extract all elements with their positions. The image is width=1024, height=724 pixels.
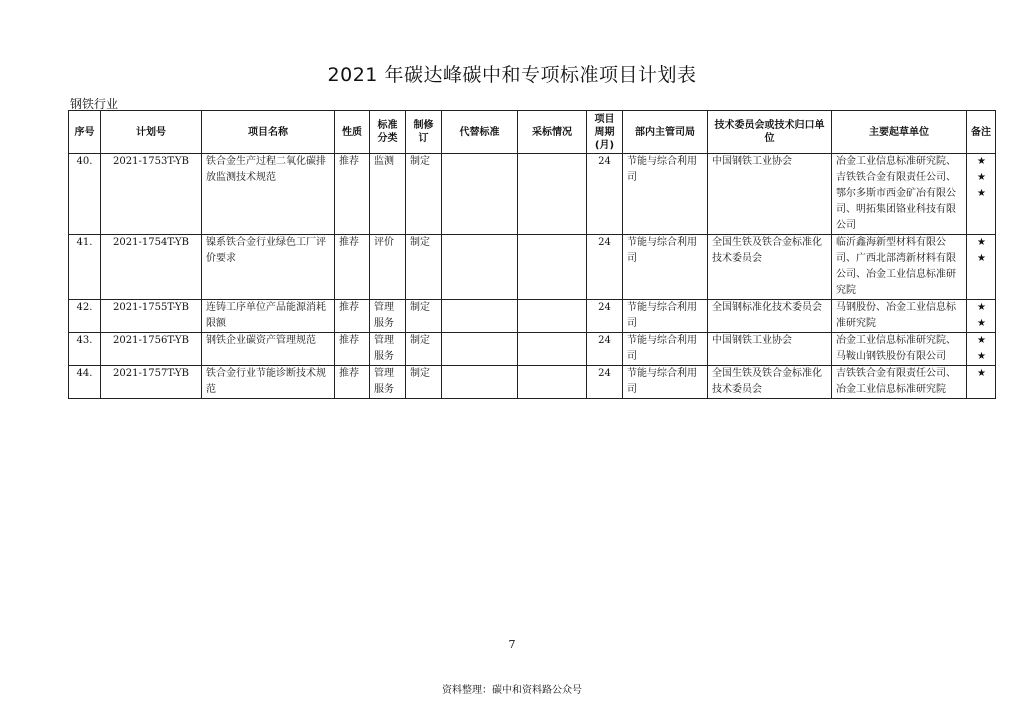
table-row [69,235,996,300]
cell-nature: 推荐 [335,366,370,399]
cell-committee: 中国钢铁工业协会 [708,154,832,235]
cell-plan-no: 2021-1755T-YB [101,300,202,333]
header-drafter: 主要起草单位 [832,111,967,154]
table-row [69,154,996,235]
cell-std-type: 管理服务 [370,366,406,399]
cell-period: 24 [587,366,623,399]
standards-table [68,110,996,399]
header-replace: 代替标准 [442,111,518,154]
cell-drafter: 临沂鑫海新型材料有限公司、广西北部湾新材料有限公司、冶金工业信息标准研究院 [832,235,967,300]
section-label: 钢铁行业 [70,97,119,111]
cell-nature: 推荐 [335,333,370,366]
cell-note [967,300,996,333]
cell-drafter: 冶金工业信息标准研究院、吉铁铁合金有限责任公司、鄂尔多斯市西金矿冶有限公司、明拓集团铬业科技有限公司 [832,154,967,235]
cell-drafter: 马钢股份、冶金工业信息标准研究院 [832,300,967,333]
table-row [69,300,996,333]
cell-revise: 制定 [406,154,442,235]
footer-credit: 资料整理：碳中和资料路公众号 [442,685,582,696]
star-icon: ★★ [977,335,986,362]
cell-std-type: 评价 [370,235,406,300]
table-row [69,366,996,399]
cell-plan-no: 2021-1756T-YB [101,333,202,366]
cell-plan-no: 2021-1757T-YB [101,366,202,399]
cell-replace [442,154,518,235]
header-committee: 技术委员会或技术归口单位 [708,111,832,154]
cell-std-type: 管理服务 [370,333,406,366]
cell-period: 24 [587,333,623,366]
cell-adopt [518,235,587,300]
cell-seq: 44. [69,366,101,399]
star-icon: ★★ [977,302,986,329]
cell-revise: 制定 [406,235,442,300]
header-note: 备注 [967,111,996,154]
cell-revise: 制定 [406,366,442,399]
cell-plan-no: 2021-1753T-YB [101,154,202,235]
table-header-row [69,111,996,154]
header-nature: 性质 [335,111,370,154]
table-row [69,333,996,366]
cell-committee: 全国生铁及铁合金标准化技术委员会 [708,366,832,399]
cell-drafter: 吉铁铁合金有限责任公司、冶金工业信息标准研究院 [832,366,967,399]
cell-dept: 节能与综合利用司 [623,333,708,366]
cell-replace [442,366,518,399]
header-revise: 制修订 [406,111,442,154]
cell-adopt [518,300,587,333]
cell-name: 连铸工序单位产品能源消耗限额 [202,300,335,333]
header-dept: 部内主管司局 [623,111,708,154]
cell-adopt [518,333,587,366]
header-plan-no: 计划号 [101,111,202,154]
cell-dept: 节能与综合利用司 [623,235,708,300]
cell-period: 24 [587,154,623,235]
cell-dept: 节能与综合利用司 [623,366,708,399]
cell-name: 钢铁企业碳资产管理规范 [202,333,335,366]
cell-committee: 全国生铁及铁合金标准化技术委员会 [708,235,832,300]
cell-period: 24 [587,235,623,300]
page-title: 2021 年碳达峰碳中和专项标准项目计划表 [327,64,697,86]
cell-period: 24 [587,300,623,333]
cell-adopt [518,154,587,235]
cell-committee: 中国钢铁工业协会 [708,333,832,366]
cell-seq: 43. [69,333,101,366]
header-period: 项目周期(月) [587,111,623,154]
cell-plan-no: 2021-1754T-YB [101,235,202,300]
cell-seq: 40. [69,154,101,235]
cell-replace [442,235,518,300]
cell-name: 铁合金生产过程二氧化碳排放监测技术规范 [202,154,335,235]
cell-name: 镍系铁合金行业绿色工厂评价要求 [202,235,335,300]
cell-adopt [518,366,587,399]
cell-note [967,154,996,235]
page-number: 7 [508,638,516,651]
cell-nature: 推荐 [335,300,370,333]
cell-seq: 41. [69,235,101,300]
cell-committee: 全国钢标准化技术委员会 [708,300,832,333]
star-icon: ★★★ [977,156,986,199]
cell-name: 铁合金行业节能诊断技术规范 [202,366,335,399]
header-std-type: 标准分类 [370,111,406,154]
cell-revise: 制定 [406,333,442,366]
cell-dept: 节能与综合利用司 [623,154,708,235]
star-icon: ★★ [977,237,986,264]
cell-std-type: 监测 [370,154,406,235]
cell-note [967,333,996,366]
cell-seq: 42. [69,300,101,333]
cell-note [967,366,996,399]
star-icon: ★ [977,368,986,379]
header-adopt: 采标情况 [518,111,587,154]
cell-nature: 推荐 [335,235,370,300]
cell-dept: 节能与综合利用司 [623,300,708,333]
header-name: 项目名称 [202,111,335,154]
header-seq: 序号 [69,111,101,154]
cell-nature: 推荐 [335,154,370,235]
cell-replace [442,300,518,333]
cell-replace [442,333,518,366]
cell-revise: 制定 [406,300,442,333]
cell-std-type: 管理服务 [370,300,406,333]
cell-note [967,235,996,300]
cell-drafter: 冶金工业信息标准研究院、马鞍山钢铁股份有限公司 [832,333,967,366]
